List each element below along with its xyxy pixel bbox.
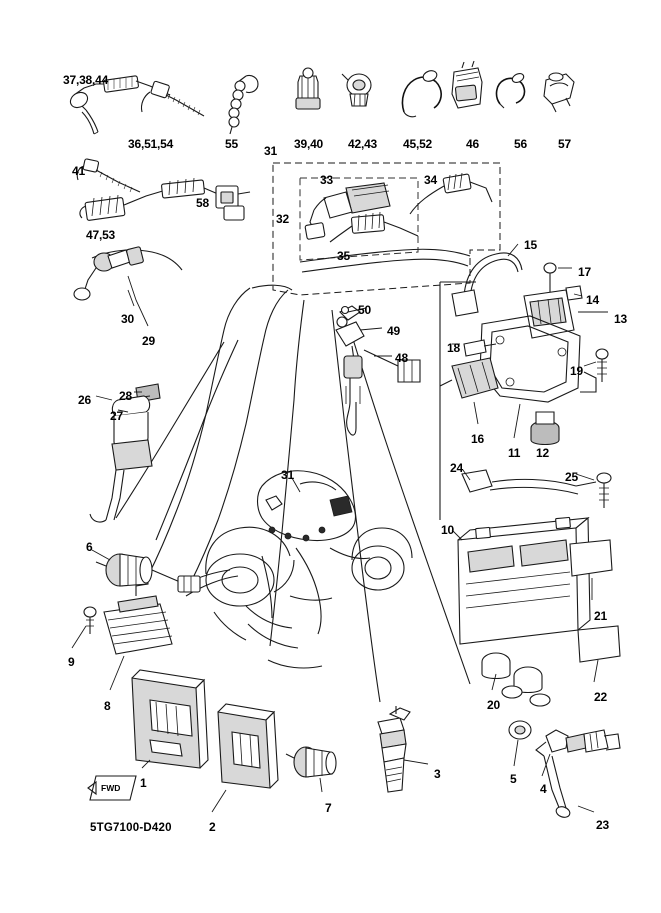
callout-7: 7 xyxy=(325,801,332,815)
callout-37-38-44: 37,38,44 xyxy=(63,73,109,87)
callout-25: 25 xyxy=(565,470,578,484)
callout-28: 28 xyxy=(119,389,132,403)
part-5 xyxy=(509,721,531,766)
callout-2: 2 xyxy=(209,820,216,834)
parts-26-27-28 xyxy=(90,384,160,522)
callout-46: 46 xyxy=(466,137,479,151)
callout-31-top: 31 xyxy=(264,144,277,158)
callout-10: 10 xyxy=(441,523,454,537)
callout-35: 35 xyxy=(337,249,350,263)
callout-57: 57 xyxy=(558,137,571,151)
callout-26: 26 xyxy=(78,393,91,407)
callout-48: 48 xyxy=(395,351,408,365)
part-34 xyxy=(410,173,492,214)
callout-5: 5 xyxy=(510,772,517,786)
callout-4: 4 xyxy=(540,782,547,796)
callout-47-53: 47,53 xyxy=(86,228,116,242)
part-2 xyxy=(212,704,278,812)
callout-18: 18 xyxy=(447,341,460,355)
callout-6: 6 xyxy=(86,540,93,554)
callout-14: 14 xyxy=(586,293,599,307)
callout-19: 19 xyxy=(570,364,583,378)
callout-58: 58 xyxy=(196,196,209,210)
callout-3: 3 xyxy=(434,767,441,781)
part-41 xyxy=(77,159,140,192)
callout-1: 1 xyxy=(140,776,147,790)
callout-39-40: 39,40 xyxy=(294,137,324,151)
part-6 xyxy=(92,550,200,592)
callout-34: 34 xyxy=(424,173,437,187)
callout-33: 33 xyxy=(320,173,333,187)
callout-16: 16 xyxy=(471,432,484,446)
callout-50: 50 xyxy=(358,303,371,317)
part-56 xyxy=(497,72,526,108)
callout-32: 32 xyxy=(276,212,289,226)
callout-12: 12 xyxy=(536,446,549,460)
callout-20: 20 xyxy=(487,698,500,712)
callout-22: 22 xyxy=(594,690,607,704)
callout-49: 49 xyxy=(387,324,400,338)
part-55 xyxy=(229,75,258,134)
part-35 xyxy=(330,212,418,242)
callout-42-43: 42,43 xyxy=(348,137,378,151)
callout-23: 23 xyxy=(596,818,609,832)
callout-29: 29 xyxy=(142,334,155,348)
parts-4-23 xyxy=(536,730,620,819)
part-39-40 xyxy=(296,68,320,109)
part-57 xyxy=(544,73,574,112)
callout-45-52: 45,52 xyxy=(403,137,433,151)
parts-24-25 xyxy=(462,470,611,508)
part-42-43 xyxy=(342,74,371,106)
part-3 xyxy=(378,706,428,792)
part-47-53 xyxy=(80,190,166,221)
callout-31-mid: 31 xyxy=(281,468,294,482)
callout-13: 13 xyxy=(614,312,627,326)
parts-8-9 xyxy=(72,584,172,690)
callout-56: 56 xyxy=(514,137,527,151)
callout-21: 21 xyxy=(594,609,607,623)
part-7 xyxy=(286,747,336,792)
callout-55: 55 xyxy=(225,137,238,151)
callout-8: 8 xyxy=(104,699,111,713)
part-46 xyxy=(452,61,482,108)
part-22-label xyxy=(578,626,620,682)
callout-36-51-54: 36,51,54 xyxy=(128,137,174,151)
callout-41: 41 xyxy=(72,164,85,178)
callout-9: 9 xyxy=(68,655,75,669)
callout-11: 11 xyxy=(508,446,521,460)
part-10-battery xyxy=(452,517,590,644)
diagram-code: 5TG7100-D420 xyxy=(90,822,172,834)
part-1-ecu xyxy=(132,670,208,768)
callout-30: 30 xyxy=(121,312,134,326)
part-45-52 xyxy=(402,69,441,117)
callout-27: 27 xyxy=(110,409,123,423)
callout-17: 17 xyxy=(578,265,591,279)
callout-15: 15 xyxy=(524,238,537,252)
fwd-label: FWD xyxy=(101,783,121,793)
callout-24: 24 xyxy=(450,461,463,475)
part-48-49-50 xyxy=(336,306,420,435)
